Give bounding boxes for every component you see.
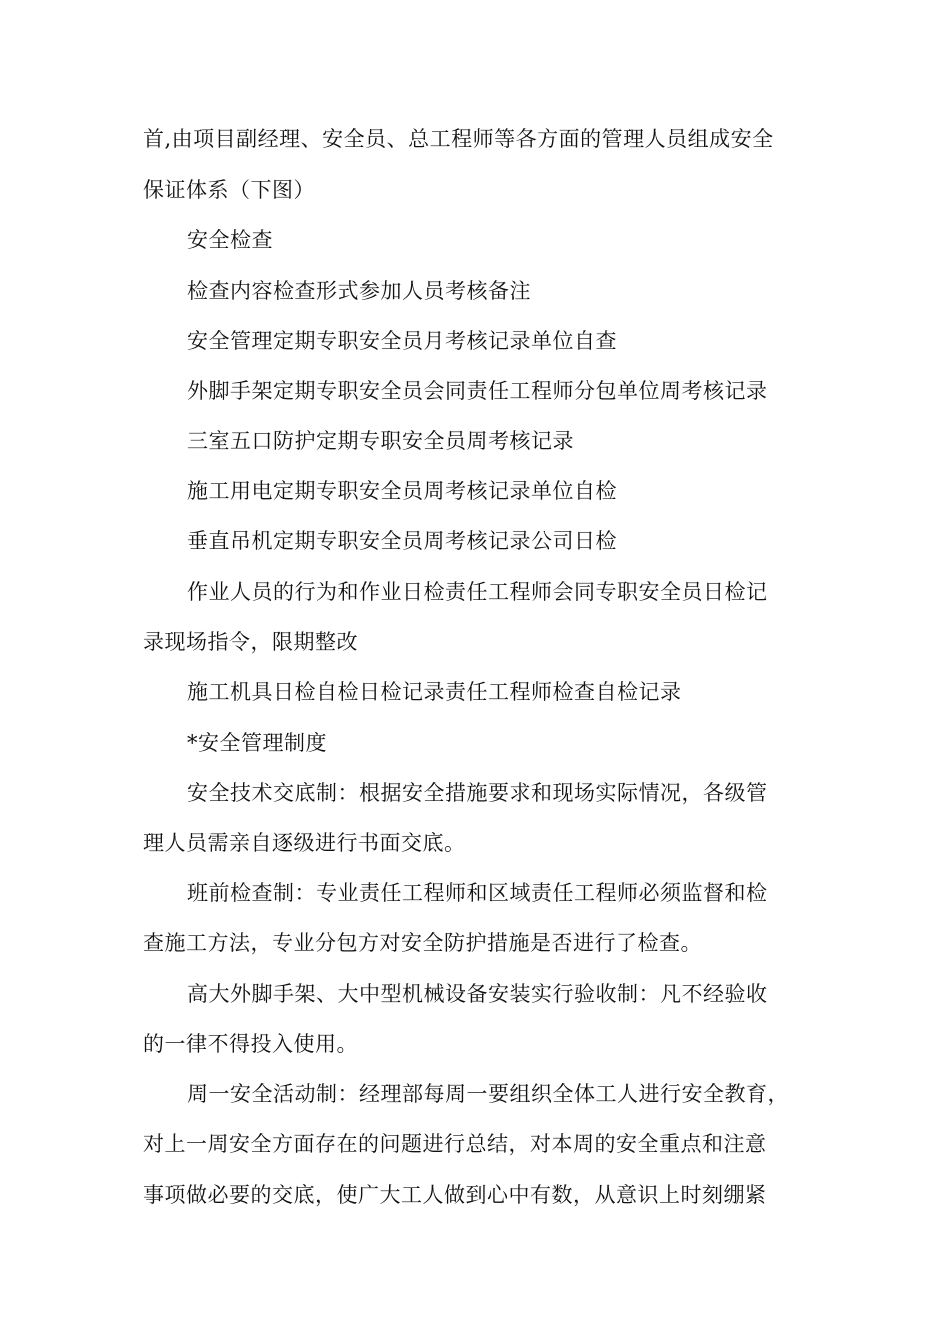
text-line-4: 检查内容检查形式参加人员考核备注 <box>187 279 531 303</box>
text-line-2: 保证体系（下图） <box>143 178 315 202</box>
text-line-20: 周一安全活动制：经理部每周一要组织全体工人进行安全教育， <box>187 1082 789 1106</box>
text-line-8: 施工用电定期专职安全员周考核记录单位自检 <box>187 479 617 503</box>
section-heading-safety-management: *安全管理制度 <box>187 731 327 755</box>
text-line-7: 三室五口防护定期专职安全员周考核记录 <box>187 429 574 453</box>
text-line-6: 外脚手架定期专职安全员会同责任工程师分包单位周考核记录 <box>187 379 768 403</box>
text-line-22: 事项做必要的交底，使广大工人做到心中有数，从意识上时刻绷紧 <box>143 1183 767 1207</box>
text-line-1: 首,由项目副经理、安全员、总工程师等各方面的管理人员组成安全 <box>143 127 774 151</box>
text-line-12: 施工机具日检自检日检记录责任工程师检查自检记录 <box>187 680 682 704</box>
text-line-17: 查施工方法，专业分包方对安全防护措施是否进行了检查。 <box>143 931 702 955</box>
text-line-14: 安全技术交底制：根据安全措施要求和现场实际情况，各级管 <box>187 781 768 805</box>
text-line-5: 安全管理定期专职安全员月考核记录单位自查 <box>187 329 617 353</box>
text-line-21: 对上一周安全方面存在的问题进行总结，对本周的安全重点和注意 <box>143 1132 767 1156</box>
text-line-9: 垂直吊机定期专职安全员周考核记录公司日检 <box>187 529 617 553</box>
text-line-16: 班前检查制：专业责任工程师和区域责任工程师必须监督和检 <box>187 881 768 905</box>
text-line-11: 录现场指令，限期整改 <box>143 630 358 654</box>
text-line-10: 作业人员的行为和作业日检责任工程师会同专职安全员日检记 <box>187 580 768 604</box>
section-heading-safety-inspection: 安全检查 <box>187 228 273 252</box>
text-line-18: 高大外脚手架、大中型机械设备安装实行验收制：凡不经验收 <box>187 982 768 1006</box>
text-line-15: 理人员需亲自逐级进行书面交底。 <box>143 831 466 855</box>
text-line-19: 的一律不得投入使用。 <box>143 1032 358 1056</box>
